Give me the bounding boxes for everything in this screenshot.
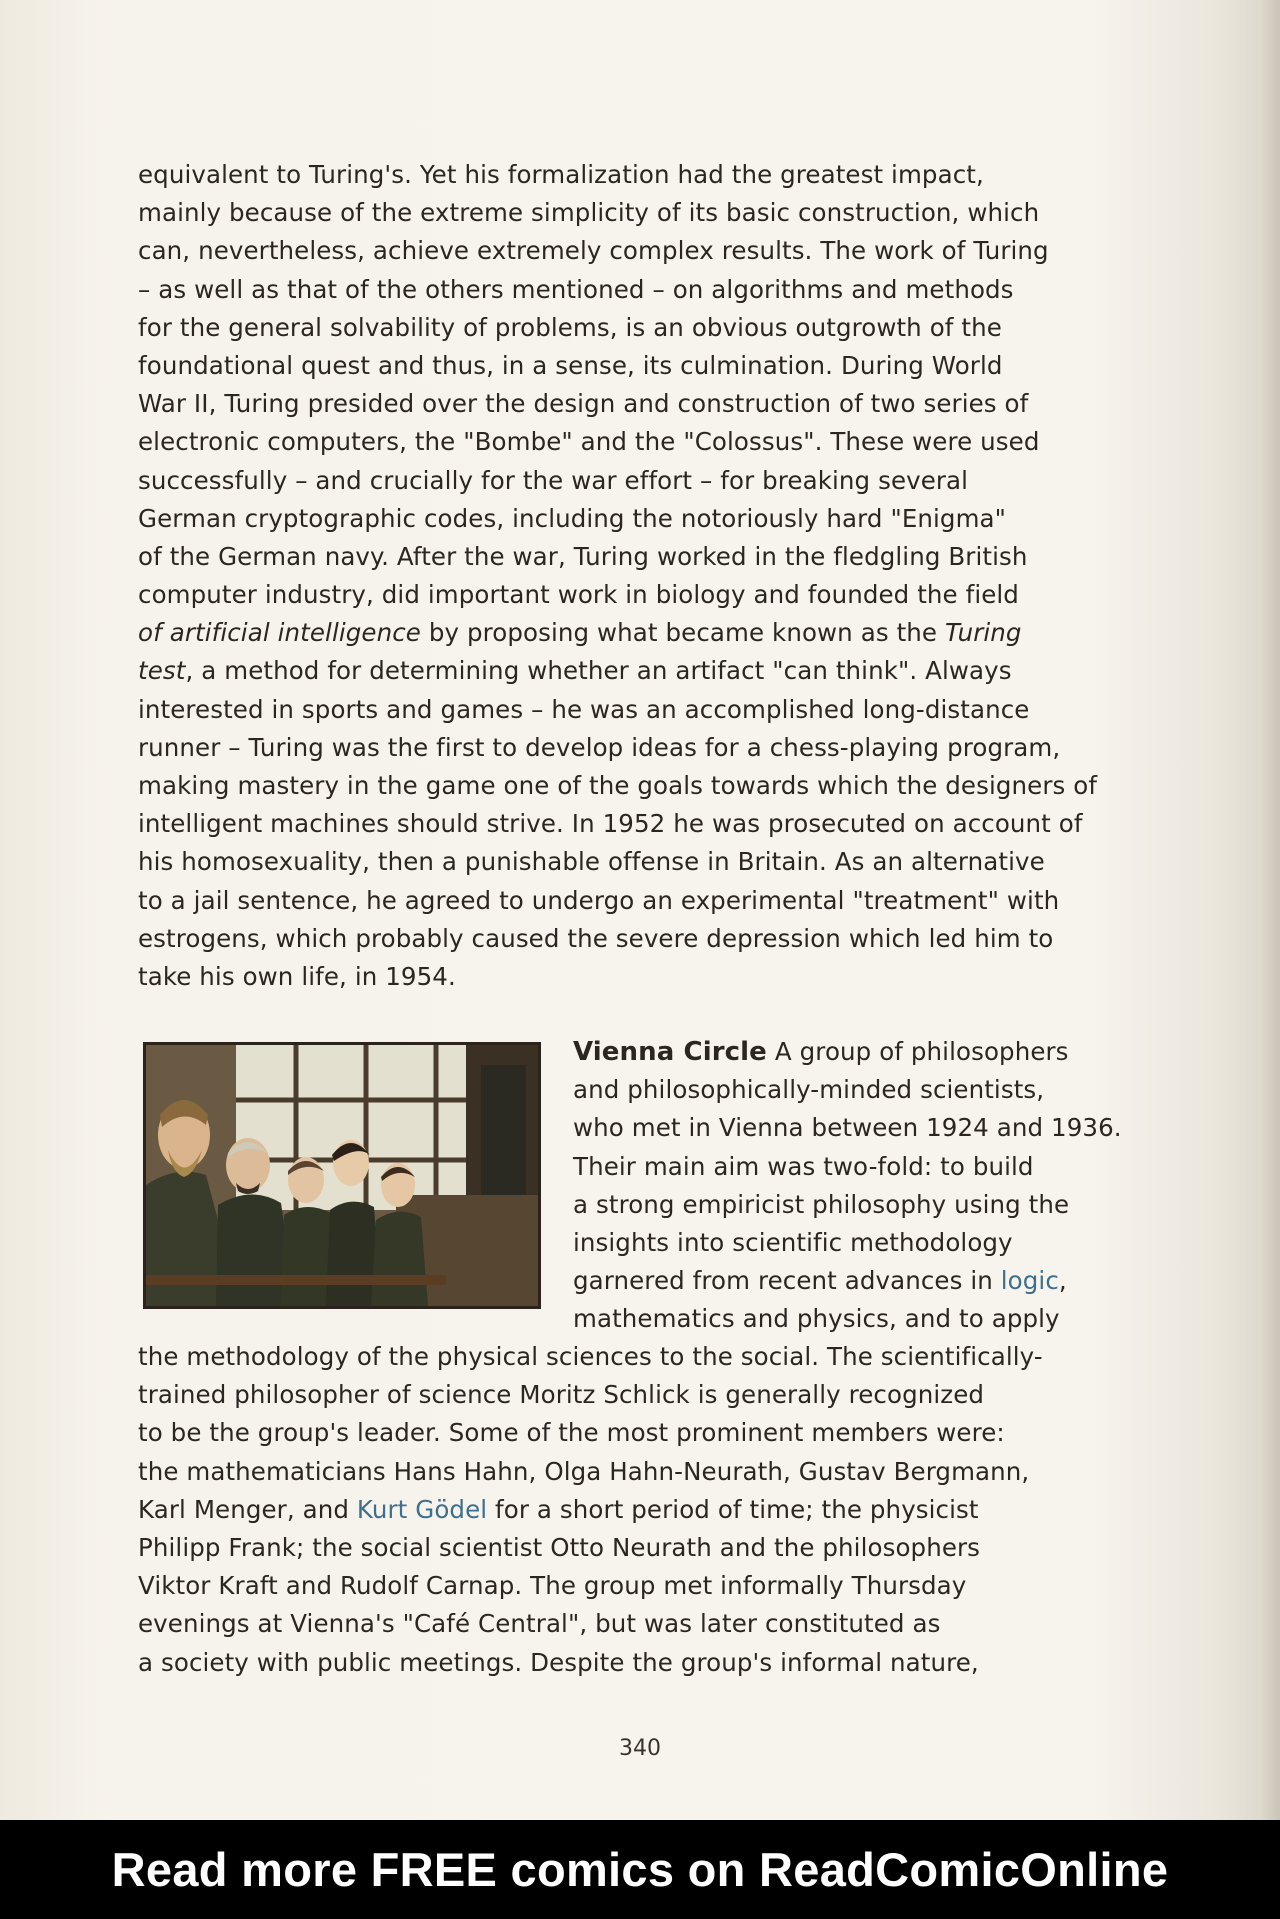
text-segment: Viktor Kraft and Rudolf Carnap. The group met informally Thursday: [138, 1571, 967, 1601]
text-line: [138, 576, 1148, 614]
text-line: [138, 271, 1148, 309]
text-line: [138, 843, 1148, 881]
text-segment: equivalent to Turing's. Yet his formalization had the greatest impact,: [138, 160, 984, 189]
text-segment: garnered from recent advances in: [573, 1266, 1001, 1296]
text-line: [138, 385, 1148, 423]
text-line: [573, 1186, 1133, 1224]
text-line: [138, 1644, 1148, 1682]
text-segment: Karl Menger, and: [138, 1494, 357, 1524]
text-segment: ,: [1058, 1266, 1067, 1296]
text-line: [138, 232, 1148, 270]
glossary-term: Vienna Circle: [573, 1037, 767, 1067]
paragraph-vienna-circle-intro: [573, 1033, 1133, 1339]
text-segment: who met in Vienna between 1924 and 1936.: [573, 1113, 1122, 1143]
page-number: 340: [619, 1736, 661, 1761]
text-segment: German cryptographic codes, including the notoriously hard "Enigma": [138, 503, 1007, 533]
text-segment: and philosophically-minded scientists,: [573, 1075, 1045, 1105]
text-line: [573, 1033, 1133, 1071]
text-segment: foundational quest and thus, in a sense, its culmination. During World: [138, 350, 1003, 380]
text-segment: by proposing what became known as the: [420, 618, 945, 648]
text-line: [138, 882, 1148, 920]
text-segment: estrogens, which probably caused the severe depression which led him to: [138, 923, 1054, 953]
text-line: [138, 538, 1148, 576]
text-segment: making mastery in the game one of the goals towards which the designers of: [138, 771, 1098, 800]
text-segment: take his own life, in 1954.: [138, 961, 456, 991]
text-segment: – as well as that of the others mentioned – on algorithms and methods: [138, 274, 1014, 304]
text-line: [138, 1567, 1148, 1605]
text-segment: for a short period of time; the physicist: [487, 1494, 979, 1524]
text-segment: to a jail sentence, he agreed to undergo an experimental "treatment" with: [138, 885, 1060, 915]
text-segment: a strong empiricist philosophy using the: [573, 1189, 1070, 1219]
text-line: [138, 1491, 1148, 1529]
text-line: [573, 1300, 1133, 1338]
glossary-link[interactable]: logic: [1000, 1266, 1059, 1296]
text-segment: test: [138, 656, 186, 686]
text-line: [138, 614, 1148, 652]
text-segment: the mathematicians Hans Hahn, Olga Hahn-Neurath, Gustav Bergmann,: [138, 1456, 1030, 1486]
text-line: [138, 920, 1148, 958]
text-segment: mathematics and physics, and to apply: [573, 1304, 1060, 1334]
text-segment: War II, Turing presided over the design and construction of two series of: [138, 389, 1029, 419]
text-line: [138, 194, 1148, 232]
text-segment: Their main aim was two-fold: to build: [573, 1151, 1034, 1181]
text-line: [138, 1414, 1148, 1452]
text-segment: successfully – and crucially for the war effort – for breaking several: [138, 465, 969, 495]
text-line: [138, 729, 1148, 767]
text-segment: computer industry, did important work in biology and founded the field: [138, 580, 1019, 610]
text-segment: to be the group's leader. Some of the most prominent members were:: [138, 1418, 1005, 1448]
paragraph-vienna-circle-body: [138, 1338, 1148, 1682]
text-line: [138, 652, 1148, 690]
text-line: [138, 347, 1148, 385]
text-line: [138, 309, 1148, 347]
text-segment: electronic computers, the "Bombe" and the "Colossus". These were used: [138, 427, 1040, 457]
text-segment: , a method for determining whether an artifact "can think". Always: [185, 656, 1012, 686]
text-line: [138, 1605, 1148, 1643]
promo-banner[interactable]: [0, 1820, 1280, 1919]
text-line: [573, 1148, 1133, 1186]
text-segment: A group of philosophers: [774, 1037, 1069, 1066]
paragraph-turing: [138, 156, 1148, 996]
text-segment: a society with public meetings. Despite the group's informal nature,: [138, 1647, 979, 1677]
text-line: [573, 1224, 1133, 1262]
text-line: [138, 423, 1148, 461]
vienna-circle-illustration: [143, 1042, 541, 1309]
text-line: [138, 1529, 1148, 1567]
text-segment: Philipp Frank; the social scientist Otto Neurath and the philosophers: [138, 1532, 981, 1562]
text-line: [138, 958, 1148, 996]
text-segment: for the general solvability of problems, is an obvious outgrowth of the: [138, 312, 1002, 342]
text-segment: can, nevertheless, achieve extremely complex results. The work of Turing: [138, 236, 1049, 266]
text-segment: intelligent machines should strive. In 1952 he was prosecuted on account of: [138, 809, 1083, 839]
text-segment: runner – Turing was the first to develop ideas for a chess-playing program,: [138, 732, 1061, 762]
text-segment: interested in sports and games – he was an accomplished long-distance: [138, 694, 1030, 724]
text-segment: mainly because of the extreme simplicity of its basic construction, which: [138, 198, 1040, 228]
text-line: [138, 462, 1148, 500]
glossary-link[interactable]: Kurt Gödel: [356, 1494, 488, 1524]
text-segment: the methodology of the physical sciences to the social. The scientifically-: [138, 1342, 1043, 1371]
text-segment: trained philosopher of science Moritz Schlick is generally recognized: [138, 1380, 985, 1410]
text-line: [138, 805, 1148, 843]
text-line: [573, 1071, 1133, 1109]
text-segment: of artificial intelligence: [138, 618, 421, 648]
page-edge: [1258, 0, 1280, 1820]
text-segment: insights into scientific methodology: [573, 1227, 1013, 1257]
text-line: [138, 1338, 1148, 1376]
text-line: [138, 1453, 1148, 1491]
text-segment: Turing: [944, 618, 1022, 648]
text-line: [138, 691, 1148, 729]
text-line: [573, 1109, 1133, 1147]
text-segment: evenings at Vienna's "Café Central", but was later constituted as: [138, 1609, 941, 1639]
text-line: [138, 156, 1148, 194]
text-line: [138, 1376, 1148, 1414]
text-segment: his homosexuality, then a punishable offense in Britain. As an alternative: [138, 847, 1045, 877]
text-segment: of the German navy. After the war, Turing worked in the fledgling British: [138, 541, 1028, 571]
promo-banner-text[interactable]: Read more FREE comics on ReadComicOnline: [111, 1843, 1169, 1896]
text-line: [573, 1262, 1133, 1300]
text-line: [138, 767, 1148, 805]
text-line: [138, 500, 1148, 538]
vienna-circle-drawing: [146, 1045, 538, 1306]
